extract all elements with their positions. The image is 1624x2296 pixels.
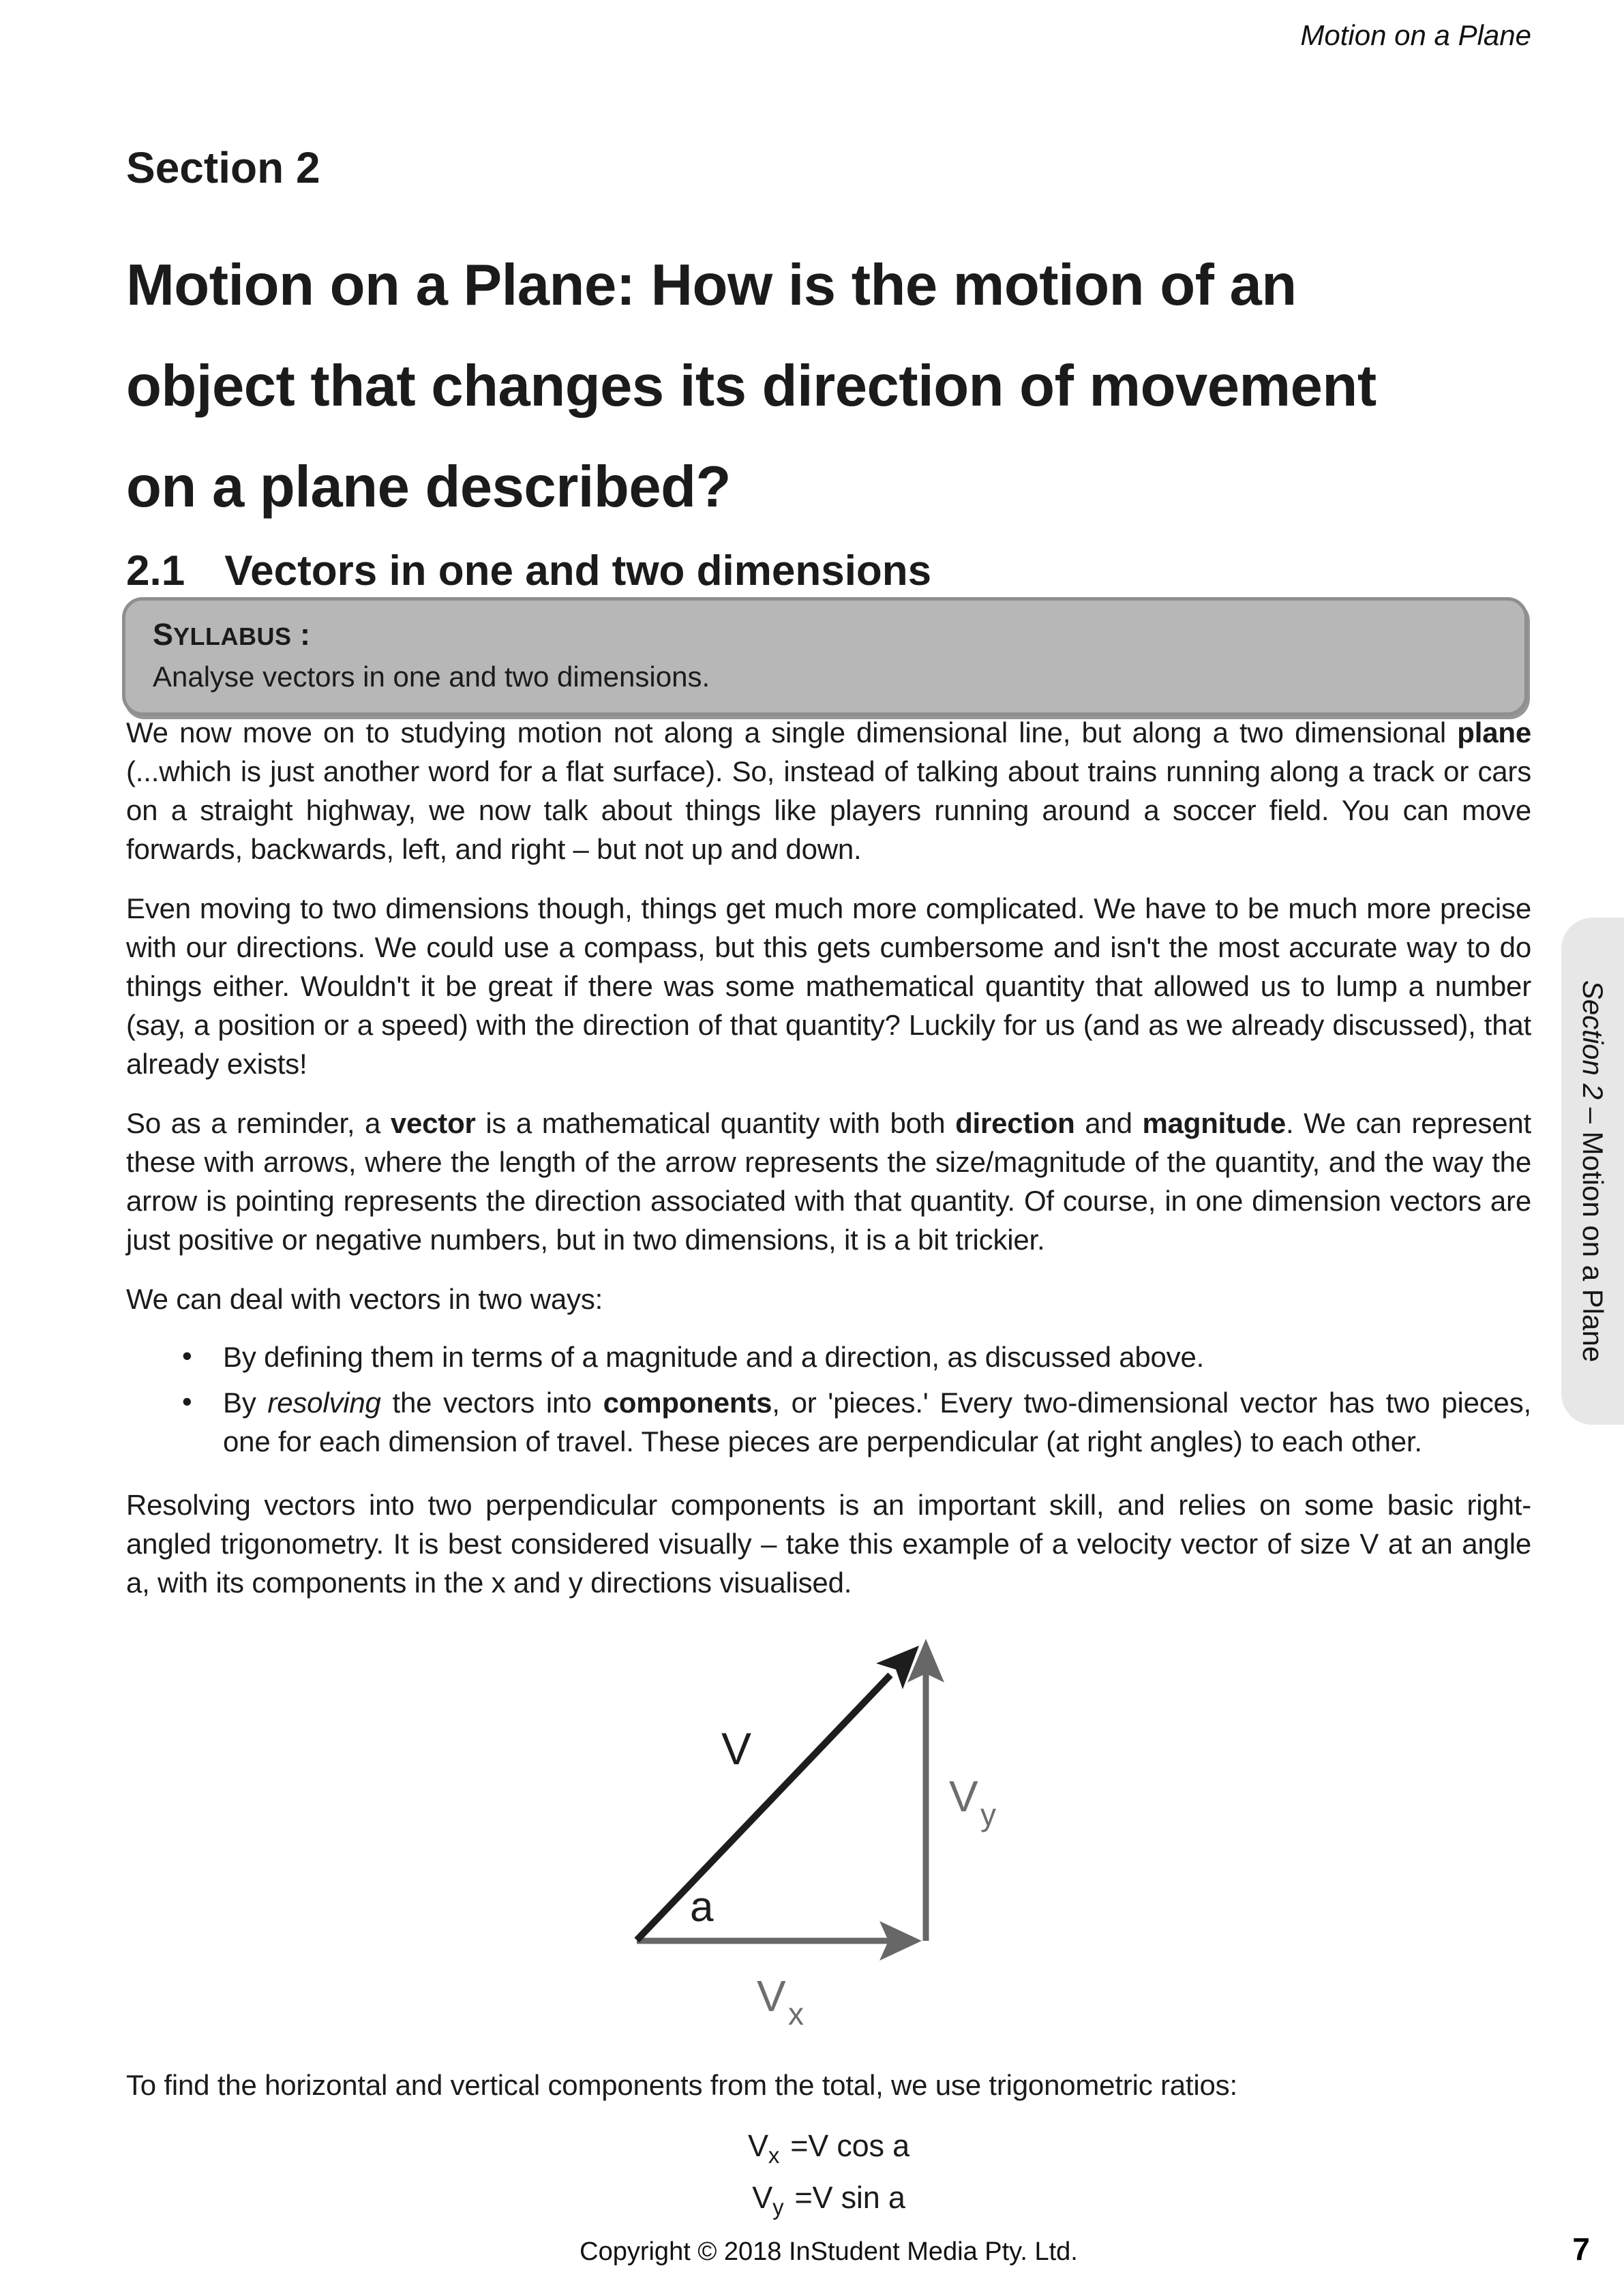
bullet-2-text: By resolving the vectors into components, or 'pieces.' Every two-dimensional vector has two pieces, one for each dimension of travel. These pieces are perpendicular (at right angles) to each other. — [223, 1387, 1531, 1457]
subsection-heading — [126, 547, 931, 595]
title-line-1: Motion on a Plane: How is the motion of an — [126, 252, 1297, 318]
side-tab-text: Section 2 – Motion on a Plane — [1577, 980, 1609, 1363]
section-side-tab — [1561, 918, 1624, 1425]
label-vx-sub: x — [788, 1996, 804, 2031]
equation-vx: $V_x =V$ cos a — [748, 2128, 909, 2168]
list-item — [126, 1338, 1531, 1376]
paragraph-6: To find the horizontal and vertical components from the total, we use trigonometric ratios: — [126, 2069, 1237, 2101]
vector-triangle-figure — [573, 1629, 1036, 2052]
equations-block — [126, 2125, 1531, 2229]
label-vy-sub: y — [980, 1797, 996, 1832]
subsection-title: Vectors in one and two dimensions — [224, 547, 932, 594]
page-title — [126, 235, 1531, 538]
body-text — [126, 713, 1531, 2229]
syllabus-label: SYLLABUS : — [153, 617, 311, 652]
label-vy-base: V — [949, 1772, 978, 1821]
section-label: Section 2 — [126, 143, 320, 193]
subsection-number: 2.1 — [126, 547, 185, 594]
v-arrow-shaft — [637, 1675, 890, 1940]
label-v: V — [721, 1723, 751, 1774]
page-number: 7 — [1572, 2231, 1590, 2267]
bullet-list — [126, 1338, 1531, 1461]
bullet-icon: • — [182, 1340, 192, 1372]
label-vx-base: V — [757, 1972, 786, 2021]
running-header: Motion on a Plane — [1300, 19, 1531, 51]
title-line-3: on a plane described? — [126, 454, 731, 519]
syllabus-text: Analyse vectors in one and two dimensions. — [153, 661, 710, 693]
paragraph-1: We now move on to studying motion not along a single dimensional line, but along a two dimensional plane (...which is just another word for a flat surface). So, instead of talking about trains running along a track or cars on a straight highway, we now talk about things like players running around a soccer field. You can move forwards, backwards, left, and right – but not up and down. — [126, 716, 1531, 865]
bullet-icon: • — [182, 1385, 192, 1417]
vector-diagram — [126, 1622, 1531, 2066]
paragraph-2: Even moving to two dimensions though, things get much more complicated. We have to be much more precise with our directions. We could use a compass, but this gets cumbersome and isn't the most accurate way to do things either. Wouldn't it be great if there was some mathematical quantity that allowed us to lump a number (say, a position or a speed) with the direction of that quantity? Luckily for us (and as we already discussed), that already exists! — [126, 892, 1531, 1080]
paragraph-3: So as a reminder, a vector is a mathematical quantity with both direction and magnitude. We can represent these with arrows, where the length of the arrow represents the size/magnitude of the quantity, and the way the arrow is pointing represents the direction associated with that quantity. Of course, in one dimension vectors are just positive or negative numbers, but in two dimensions, it is a bit trickier. — [126, 1107, 1532, 1256]
title-line-2: object that changes its direction of movement — [126, 353, 1377, 419]
paragraph-5: Resolving vectors into two perpendicular components is an important skill, and relies on some basic right-angled trigonometry. It is best considered visually – take this example of a velocity vector of size V at an angle a, with its components in the x and y directions visualised. — [126, 1489, 1531, 1599]
footer-copyright: Copyright © 2018 InStudent Media Pty. Ltd. — [580, 2237, 1078, 2266]
paragraph-4: We can deal with vectors in two ways: — [126, 1283, 603, 1315]
list-item — [126, 1383, 1531, 1461]
bullet-1-text: By defining them in terms of a magnitude and a direction, as discussed above. — [223, 1341, 1205, 1373]
label-a: a — [690, 1884, 714, 1931]
syllabus-box — [122, 597, 1528, 716]
equation-vy: $V_y =V$ sin a — [752, 2180, 905, 2220]
